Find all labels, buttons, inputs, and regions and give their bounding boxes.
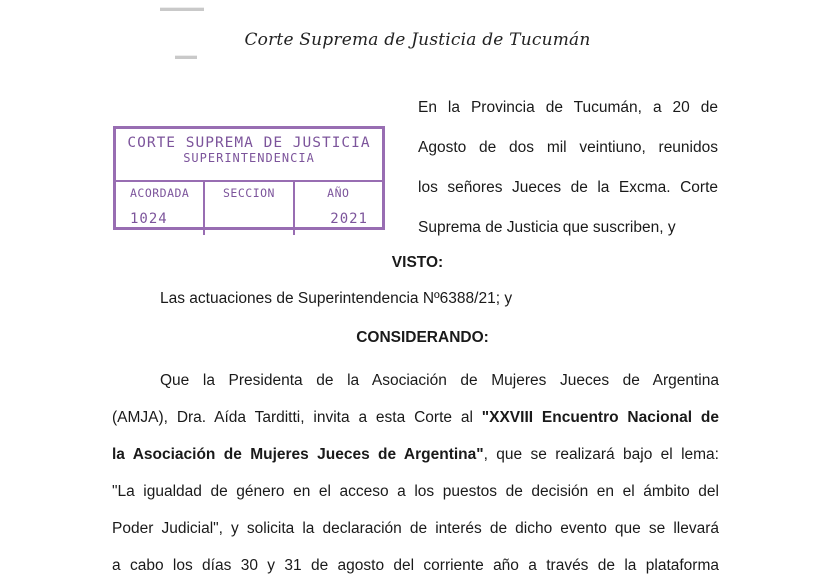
stamp-subtitle: SUPERINTENDENCIA [183, 151, 315, 165]
body-line: Que la Presidenta de la Asociación de Mujeres Jueces de Argentina [160, 372, 719, 389]
intro-line: En la Provincia de Tucumán, a 20 de [418, 99, 718, 116]
acordada-stamp [113, 126, 385, 230]
body-text: , que se realizará bajo el lema: [483, 446, 719, 463]
body-text: (AMJA), Dra. Aída Tarditti, invita a esta Corte al [112, 409, 482, 426]
faint-bleed-mark: ▬▬ [175, 50, 197, 62]
body-line [112, 436, 719, 473]
considerando-body [112, 362, 719, 577]
body-line [112, 399, 719, 436]
intro-line: Suprema de Justicia que suscriben, y [418, 219, 676, 236]
intro-line: Agosto de dos mil veintiuno, reunidos [418, 139, 718, 156]
faint-bleed-mark: ▬▬▬▬ [160, 2, 204, 14]
stamp-seccion-header: SECCION [223, 186, 275, 200]
intro-line: los señores Jueces de la Excma. Corte [418, 179, 718, 196]
body-line: Poder Judicial", y solicita la declaración de interés de dicho evento que se llevará [112, 520, 719, 537]
stamp-acordada-header: ACORDADA [129, 186, 190, 200]
event-name-bold: la Asociación de Mujeres Jueces de Argentina" [112, 446, 484, 463]
considerando-heading: CONSIDERANDO: [356, 329, 489, 346]
stamp-acordada-value: 1024 [130, 211, 168, 227]
visto-heading: VISTO: [391, 254, 444, 271]
body-line: a cabo los días 30 y 31 de agosto del corriente año a través de la plataforma [112, 557, 719, 574]
intro-paragraph [418, 88, 718, 248]
stamp-anio-header: AÑO [327, 186, 350, 200]
body-line: "La igualdad de género en el acceso a los puestos de decisión en el ámbito del [112, 483, 719, 500]
court-letterhead: Corte Suprema de Justicia de Tucumán [244, 30, 591, 50]
event-name-bold: "XXVIII Encuentro Nacional de [481, 409, 719, 426]
stamp-anio-value: 2021 [330, 211, 368, 227]
stamp-title: CORTE SUPREMA DE JUSTICIA [127, 135, 371, 151]
visto-text: Las actuaciones de Superintendencia Nº6388/21; y [160, 290, 513, 307]
